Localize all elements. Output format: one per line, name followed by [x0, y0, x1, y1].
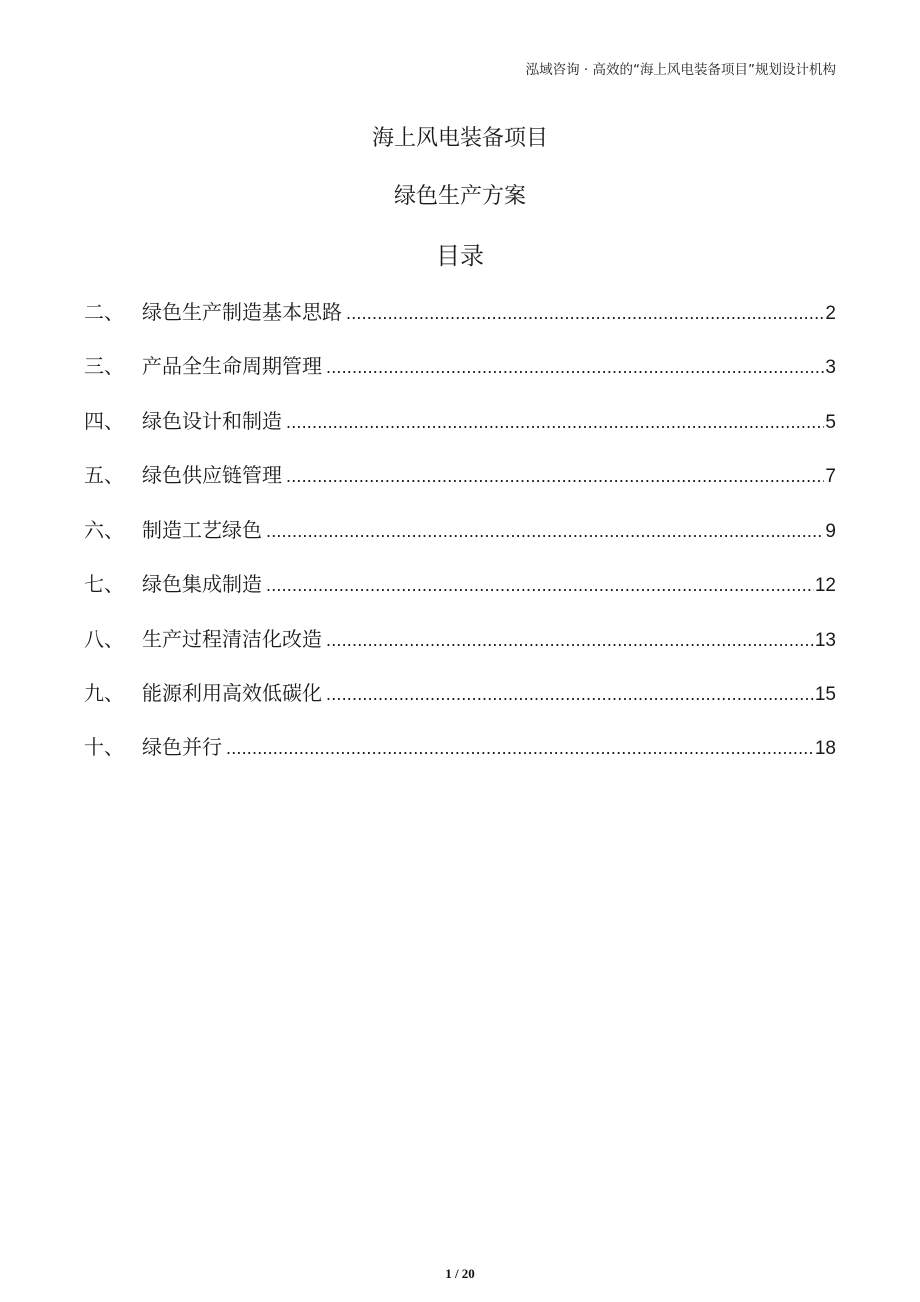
toc-leader-dots — [226, 738, 814, 759]
toc-entry-title: 绿色供应链管理 — [142, 463, 282, 487]
toc-entry-number: 四、 — [84, 409, 124, 433]
page-number: 1 / 20 — [445, 1266, 475, 1281]
toc-entry-title: 绿色设计和制造 — [142, 409, 282, 433]
toc-entry-title: 能源利用高效低碳化 — [142, 681, 322, 705]
toc-entry-number: 八、 — [84, 627, 124, 651]
toc-entry[interactable] — [84, 731, 836, 763]
toc-entry-number: 十、 — [84, 735, 124, 759]
toc-entry[interactable] — [84, 296, 836, 328]
toc-leader-dots — [326, 357, 824, 378]
toc-entry-number: 五、 — [84, 463, 124, 487]
toc-leader-dots — [266, 575, 814, 596]
toc-entry-page: 15 — [814, 684, 836, 705]
toc-leader-dots — [326, 684, 814, 705]
toc-entry-page: 12 — [814, 575, 836, 596]
page-header: 泓域咨询 · 高效的“海上风电装备项目”规划设计机构 — [525, 62, 836, 78]
toc-heading: 目录 — [436, 242, 484, 270]
toc-entry-title: 绿色并行 — [142, 735, 222, 759]
toc-entry-number: 七、 — [84, 572, 124, 596]
toc-entry-number: 二、 — [84, 300, 124, 324]
toc-entry-page: 3 — [825, 357, 836, 378]
toc-entry-title: 产品全生命周期管理 — [142, 354, 322, 378]
toc-entry-page: 13 — [814, 630, 836, 651]
toc-entry-page: 5 — [825, 412, 836, 433]
toc-entry[interactable] — [84, 677, 836, 709]
toc-entry[interactable] — [84, 459, 836, 491]
toc-entry[interactable] — [84, 623, 836, 655]
toc-entry-page: 18 — [814, 738, 836, 759]
toc-entry-title: 绿色集成制造 — [142, 572, 262, 596]
toc-leader-dots — [286, 412, 824, 433]
toc-entry[interactable] — [84, 568, 836, 600]
document-subtitle: 绿色生产方案 — [393, 184, 526, 209]
toc-leader-dots — [286, 466, 824, 487]
toc-entry-number: 六、 — [84, 518, 124, 542]
project-title: 海上风电装备项目 — [371, 126, 548, 151]
toc-entry[interactable] — [84, 405, 836, 437]
toc-entry-page: 2 — [825, 303, 836, 324]
toc-entry-title: 制造工艺绿色 — [142, 518, 262, 542]
toc-entry-number: 九、 — [84, 681, 124, 705]
toc-leader-dots — [266, 521, 824, 542]
toc-entry-number: 三、 — [84, 354, 124, 378]
toc-entry[interactable] — [84, 350, 836, 382]
toc-entry-title: 绿色生产制造基本思路 — [142, 300, 342, 324]
toc-leader-dots — [326, 630, 814, 651]
toc-entry-page: 7 — [825, 466, 836, 487]
toc-leader-dots — [346, 303, 824, 324]
toc-entry[interactable] — [84, 514, 836, 546]
toc-entry-title: 生产过程清洁化改造 — [142, 627, 322, 651]
toc-entry-page: 9 — [825, 521, 836, 542]
